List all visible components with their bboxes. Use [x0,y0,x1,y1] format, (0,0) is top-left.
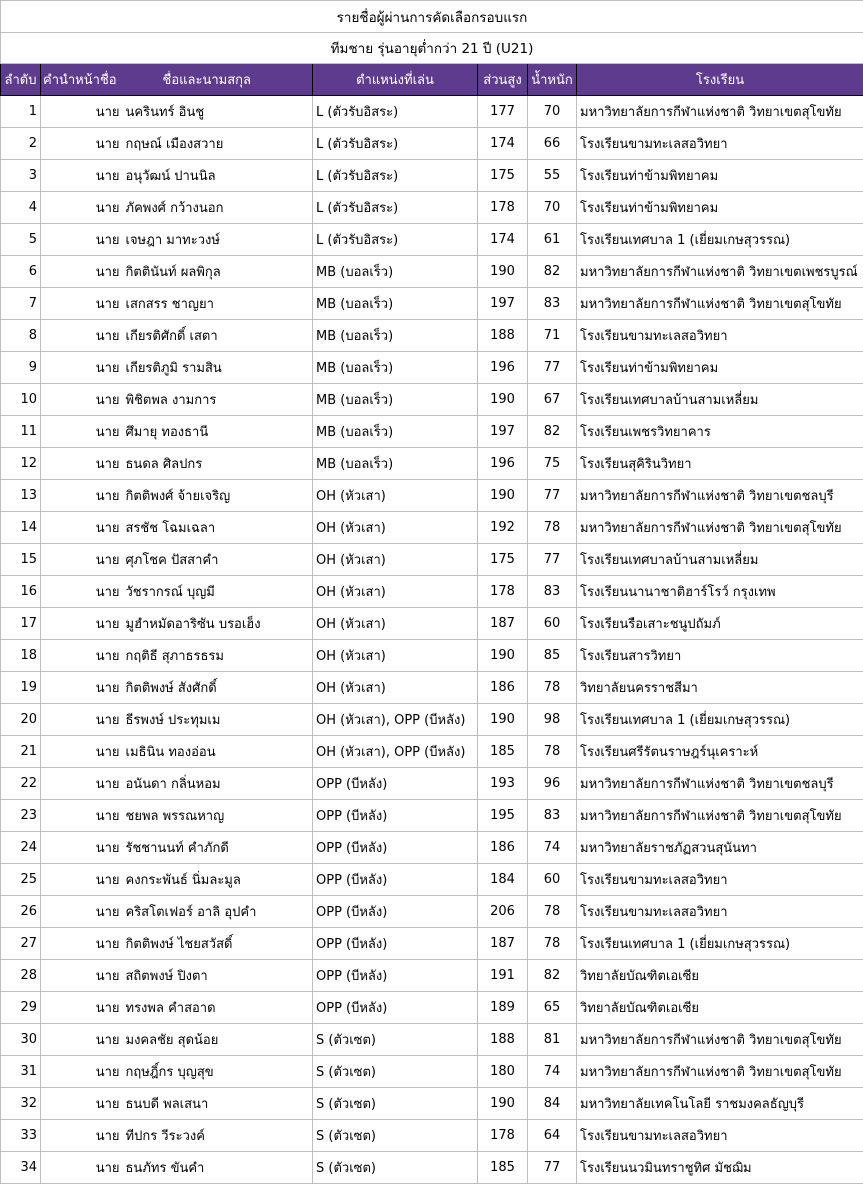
cell-school: โรงเรียนเทศบาล 1 (เยี่ยมเกษสุวรรณ) [577,224,863,256]
cell-name: ชยพล พรรณหาญ [123,800,313,832]
cell-prefix: นาย [41,896,123,928]
cell-weight: 66 [528,128,577,160]
cell-weight: 61 [528,224,577,256]
header-school: โรงเรียน [577,64,863,96]
cell-prefix: นาย [41,1056,123,1088]
table-row [1,288,863,320]
cell-height: 189 [478,992,528,1024]
cell-name: กิตตินันท์ ผลพิกุล [123,256,313,288]
cell-height: 177 [478,96,528,128]
cell-position: OH (หัวเสา) [313,480,478,512]
cell-position: MB (บอลเร็ว) [313,320,478,352]
cell-position: OH (หัวเสา) [313,544,478,576]
cell-school: โรงเรียนท่าข้ามพิทยาคม [577,352,863,384]
table-row [1,448,863,480]
cell-weight: 78 [528,512,577,544]
cell-prefix: นาย [41,832,123,864]
cell-prefix: นาย [41,352,123,384]
cell-no: 16 [1,576,41,608]
cell-prefix: นาย [41,448,123,480]
cell-position: S (ตัวเซต) [313,1152,478,1184]
cell-height: 196 [478,448,528,480]
cell-position: S (ตัวเซต) [313,1088,478,1120]
cell-school: มหาวิทยาลัยราชภัฏสวนสุนันทา [577,832,863,864]
cell-school: โรงเรียนนานาชาติฮาร์โรว์ กรุงเทพ [577,576,863,608]
cell-no: 26 [1,896,41,928]
cell-name: นครินทร์ อินชู [123,96,313,128]
cell-name: สถิตพงษ์ ปิงตา [123,960,313,992]
cell-name: ทรงพล คำสอาด [123,992,313,1024]
cell-position: OH (หัวเสา) [313,512,478,544]
table-row [1,1056,863,1088]
cell-height: 190 [478,704,528,736]
cell-prefix: นาย [41,608,123,640]
cell-no: 9 [1,352,41,384]
table-row [1,928,863,960]
cell-school: โรงเรียนศรีรัตนราษฎร์นุเคราะห์ [577,736,863,768]
cell-height: 190 [478,1088,528,1120]
cell-height: 190 [478,256,528,288]
cell-prefix: นาย [41,96,123,128]
cell-prefix: นาย [41,160,123,192]
cell-height: 178 [478,1120,528,1152]
table-row [1,736,863,768]
header-name: ชื่อและนามสกุล [123,64,313,96]
cell-weight: 83 [528,800,577,832]
cell-height: 191 [478,960,528,992]
cell-height: 187 [478,928,528,960]
cell-height: 190 [478,640,528,672]
cell-position: L (ตัวรับอิสระ) [313,224,478,256]
cell-weight: 74 [528,1056,577,1088]
cell-name: ธนดล ศิลปกร [123,448,313,480]
cell-no: 25 [1,864,41,896]
cell-school: วิทยาลัยนครราชสีมา [577,672,863,704]
cell-name: กิตติพงศ์ จ้ายเจริญ [123,480,313,512]
cell-weight: 98 [528,704,577,736]
header-row [1,64,863,96]
cell-position: OPP (บีหลัง) [313,896,478,928]
cell-prefix: นาย [41,320,123,352]
cell-school: โรงเรียนเทศบาลบ้านสามเหลี่ยม [577,384,863,416]
cell-height: 206 [478,896,528,928]
table-row [1,1088,863,1120]
cell-height: 196 [478,352,528,384]
table-row [1,640,863,672]
table-row [1,192,863,224]
cell-height: 197 [478,416,528,448]
table-row [1,768,863,800]
cell-height: 186 [478,832,528,864]
cell-height: 190 [478,384,528,416]
table-row [1,704,863,736]
cell-position: S (ตัวเซต) [313,1024,478,1056]
cell-height: 175 [478,544,528,576]
cell-school: โรงเรียนเทศบาล 1 (เยี่ยมเกษสุวรรณ) [577,704,863,736]
cell-name: เจษฎา มาทะวงษ์ [123,224,313,256]
cell-school: โรงเรียนสารวิทยา [577,640,863,672]
cell-weight: 74 [528,832,577,864]
cell-no: 32 [1,1088,41,1120]
cell-no: 5 [1,224,41,256]
cell-position: OPP (บีหลัง) [313,992,478,1024]
cell-position: OH (หัวเสา) [313,672,478,704]
cell-weight: 78 [528,672,577,704]
cell-name: วัชรากรณ์ บุญมี [123,576,313,608]
cell-weight: 83 [528,288,577,320]
cell-no: 10 [1,384,41,416]
cell-weight: 71 [528,320,577,352]
cell-prefix: นาย [41,1024,123,1056]
table-row [1,1120,863,1152]
cell-weight: 82 [528,416,577,448]
cell-prefix: นาย [41,416,123,448]
cell-no: 20 [1,704,41,736]
cell-name: เมธินิน ทองอ่อน [123,736,313,768]
cell-position: OPP (บีหลัง) [313,864,478,896]
cell-name: ทีปกร วีระวงค์ [123,1120,313,1152]
cell-prefix: นาย [41,224,123,256]
cell-school: โรงเรียนเทศบาลบ้านสามเหลี่ยม [577,544,863,576]
cell-school: วิทยาลัยบัณฑิตเอเซีย [577,960,863,992]
cell-school: โรงเรียนรือเสาะชนูปถัมภ์ [577,608,863,640]
cell-no: 27 [1,928,41,960]
cell-prefix: นาย [41,256,123,288]
cell-name: อนันดา กลิ่นหอม [123,768,313,800]
cell-position: OH (หัวเสา) [313,640,478,672]
cell-weight: 77 [528,480,577,512]
cell-position: OPP (บีหลัง) [313,960,478,992]
table-row [1,96,863,128]
cell-name: ศุภโชค ปัสสาคำ [123,544,313,576]
cell-weight: 84 [528,1088,577,1120]
cell-prefix: นาย [41,576,123,608]
cell-no: 29 [1,992,41,1024]
cell-position: MB (บอลเร็ว) [313,416,478,448]
cell-position: OPP (บีหลัง) [313,832,478,864]
cell-prefix: นาย [41,640,123,672]
cell-position: S (ตัวเซต) [313,1056,478,1088]
cell-position: OH (หัวเสา) [313,608,478,640]
cell-no: 18 [1,640,41,672]
cell-position: OH (หัวเสา), OPP (บีหลัง) [313,736,478,768]
cell-no: 2 [1,128,41,160]
cell-name: คงกระพันธ์ นิ่มละมูล [123,864,313,896]
cell-position: MB (บอลเร็ว) [313,352,478,384]
cell-name: พิชิตพล งามการ [123,384,313,416]
cell-school: มหาวิทยาลัยการกีฬาแห่งชาติ วิทยาเขตสุโขทัย [577,800,863,832]
cell-school: มหาวิทยาลัยการกีฬาแห่งชาติ วิทยาเขตสุโขทัย [577,512,863,544]
cell-weight: 78 [528,928,577,960]
cell-name: กฤติธี สุภาธรธรม [123,640,313,672]
cell-height: 188 [478,1024,528,1056]
cell-height: 188 [478,320,528,352]
cell-position: L (ตัวรับอิสระ) [313,160,478,192]
cell-weight: 70 [528,192,577,224]
cell-no: 24 [1,832,41,864]
table-row [1,608,863,640]
cell-school: โรงเรียนนวมินทราชูทิศ มัชฌิม [577,1152,863,1184]
sheet-subtitle: ทีมชาย รุ่นอายุต่ำกว่า 21 ปี (U21) [1,33,863,64]
cell-school: โรงเรียนเพชรวิทยาคาร [577,416,863,448]
cell-name: กฤษฎิ์กร บุญสุข [123,1056,313,1088]
cell-name: เสกสรร ชาญยา [123,288,313,320]
cell-height: 174 [478,224,528,256]
cell-weight: 78 [528,896,577,928]
cell-name: เกียรติภูมิ รามสิน [123,352,313,384]
cell-school: โรงเรียนขามทะเลสอวิทยา [577,320,863,352]
table-row [1,544,863,576]
cell-prefix: นาย [41,288,123,320]
cell-school: มหาวิทยาลัยการกีฬาแห่งชาติ วิทยาเขตสุโขทัย [577,1056,863,1088]
cell-height: 193 [478,768,528,800]
cell-weight: 75 [528,448,577,480]
cell-no: 28 [1,960,41,992]
cell-height: 185 [478,1152,528,1184]
cell-prefix: นาย [41,736,123,768]
cell-name: ศึมายุ ทองธานี [123,416,313,448]
cell-no: 3 [1,160,41,192]
cell-weight: 82 [528,256,577,288]
cell-height: 187 [478,608,528,640]
cell-name: เกียรติศักดิ์ เสตา [123,320,313,352]
cell-name: ภัคพงศ์ กว้างนอก [123,192,313,224]
cell-school: โรงเรียนขามทะเลสอวิทยา [577,128,863,160]
table-row [1,224,863,256]
cell-height: 175 [478,160,528,192]
header-prefix: คำนำหน้าชื่อ [41,64,123,96]
cell-position: OPP (บีหลัง) [313,800,478,832]
cell-no: 6 [1,256,41,288]
cell-school: โรงเรียนขามทะเลสอวิทยา [577,1120,863,1152]
cell-weight: 60 [528,608,577,640]
cell-position: OPP (บีหลัง) [313,928,478,960]
cell-position: S (ตัวเซต) [313,1120,478,1152]
cell-name: กิตติพงษ์ สังศักดิ์ [123,672,313,704]
cell-school: มหาวิทยาลัยการกีฬาแห่งชาติ วิทยาเขตเพชรบูรณ์ [577,256,863,288]
cell-no: 1 [1,96,41,128]
cell-no: 7 [1,288,41,320]
cell-no: 33 [1,1120,41,1152]
cell-school: โรงเรียนขามทะเลสอวิทยา [577,896,863,928]
cell-school: มหาวิทยาลัยการกีฬาแห่งชาติ วิทยาเขตสุโขทัย [577,1024,863,1056]
cell-no: 34 [1,1152,41,1184]
cell-school: โรงเรียนท่าข้ามพิทยาคม [577,160,863,192]
header-weight: น้ำหนัก [528,64,577,96]
cell-no: 8 [1,320,41,352]
cell-prefix: นาย [41,800,123,832]
cell-height: 186 [478,672,528,704]
table-row [1,416,863,448]
cell-prefix: นาย [41,480,123,512]
cell-no: 12 [1,448,41,480]
cell-no: 4 [1,192,41,224]
sheet-title: รายชื่อผู้ผ่านการคัดเลือกรอบแรก [1,1,863,33]
cell-no: 19 [1,672,41,704]
table-row [1,256,863,288]
cell-school: มหาวิทยาลัยการกีฬาแห่งชาติ วิทยาเขตชลบุรี [577,480,863,512]
cell-school: โรงเรียนท่าข้ามพิทยาคม [577,192,863,224]
cell-height: 195 [478,800,528,832]
table-row [1,512,863,544]
cell-weight: 78 [528,736,577,768]
cell-name: ธนภัทร ขันคำ [123,1152,313,1184]
cell-name: ธีรพงษ์ ประทุมเม [123,704,313,736]
cell-prefix: นาย [41,512,123,544]
table-row [1,672,863,704]
cell-prefix: นาย [41,928,123,960]
cell-position: L (ตัวรับอิสระ) [313,128,478,160]
cell-weight: 60 [528,864,577,896]
cell-height: 178 [478,192,528,224]
cell-weight: 82 [528,960,577,992]
cell-name: กฤษณ์ เมืองสวาย [123,128,313,160]
cell-position: OH (หัวเสา), OPP (บีหลัง) [313,704,478,736]
cell-no: 13 [1,480,41,512]
cell-height: 192 [478,512,528,544]
table-row [1,352,863,384]
table-row [1,128,863,160]
cell-name: คริสโตเฟอร์ อาลิ อุปคำ [123,896,313,928]
table-row [1,992,863,1024]
cell-prefix: นาย [41,384,123,416]
cell-school: โรงเรียนเทศบาล 1 (เยี่ยมเกษสุวรรณ) [577,928,863,960]
header-position: ตำแหน่งที่เล่น [313,64,478,96]
cell-prefix: นาย [41,192,123,224]
table-row [1,896,863,928]
header-no: ลำดับ [1,64,41,96]
cell-weight: 96 [528,768,577,800]
cell-weight: 55 [528,160,577,192]
cell-position: L (ตัวรับอิสระ) [313,96,478,128]
table-row [1,576,863,608]
cell-height: 174 [478,128,528,160]
table-row [1,320,863,352]
cell-school: มหาวิทยาลัยการกีฬาแห่งชาติ วิทยาเขตชลบุรี [577,768,863,800]
cell-position: OH (หัวเสา) [313,576,478,608]
table-row [1,832,863,864]
cell-weight: 65 [528,992,577,1024]
cell-prefix: นาย [41,1152,123,1184]
cell-no: 30 [1,1024,41,1056]
cell-weight: 77 [528,544,577,576]
cell-position: L (ตัวรับอิสระ) [313,192,478,224]
cell-name: ธนบดี พลเสนา [123,1088,313,1120]
cell-prefix: นาย [41,672,123,704]
cell-prefix: นาย [41,768,123,800]
table-row [1,1152,863,1184]
cell-weight: 85 [528,640,577,672]
cell-prefix: นาย [41,128,123,160]
cell-weight: 77 [528,352,577,384]
cell-no: 23 [1,800,41,832]
cell-position: MB (บอลเร็ว) [313,288,478,320]
cell-height: 190 [478,480,528,512]
cell-prefix: นาย [41,960,123,992]
cell-name: อนุวัฒน์ ปานนิล [123,160,313,192]
table-row [1,160,863,192]
cell-position: MB (บอลเร็ว) [313,448,478,480]
cell-prefix: นาย [41,1120,123,1152]
cell-weight: 83 [528,576,577,608]
cell-school: วิทยาลัยบัณฑิตเอเซีย [577,992,863,1024]
cell-height: 197 [478,288,528,320]
cell-weight: 67 [528,384,577,416]
cell-prefix: นาย [41,992,123,1024]
cell-prefix: นาย [41,864,123,896]
cell-no: 31 [1,1056,41,1088]
cell-no: 17 [1,608,41,640]
cell-prefix: นาย [41,704,123,736]
cell-position: OPP (บีหลัง) [313,768,478,800]
table-row [1,480,863,512]
cell-school: มหาวิทยาลัยเทคโนโลยี ราชมงคลธัญบุรี [577,1088,863,1120]
cell-no: 21 [1,736,41,768]
header-height: ส่วนสูง [478,64,528,96]
table-row [1,384,863,416]
cell-position: MB (บอลเร็ว) [313,256,478,288]
table-row [1,800,863,832]
cell-name: มูฮำหมัดอาริซัน บรอเฮ็ง [123,608,313,640]
cell-position: MB (บอลเร็ว) [313,384,478,416]
cell-school: มหาวิทยาลัยการกีฬาแห่งชาติ วิทยาเขตสุโขทัย [577,96,863,128]
cell-school: มหาวิทยาลัยการกีฬาแห่งชาติ วิทยาเขตสุโขทัย [577,288,863,320]
cell-weight: 64 [528,1120,577,1152]
cell-name: กิตติพงษ์ ไชยสวัสดิ์ [123,928,313,960]
cell-weight: 77 [528,1152,577,1184]
cell-height: 180 [478,1056,528,1088]
table-row [1,864,863,896]
cell-no: 15 [1,544,41,576]
cell-prefix: นาย [41,1088,123,1120]
table-row [1,1024,863,1056]
cell-height: 178 [478,576,528,608]
cell-weight: 81 [528,1024,577,1056]
cell-weight: 70 [528,96,577,128]
cell-prefix: นาย [41,544,123,576]
cell-no: 22 [1,768,41,800]
cell-name: รัชชานนท์ คำภักดี [123,832,313,864]
cell-no: 11 [1,416,41,448]
cell-height: 185 [478,736,528,768]
cell-no: 14 [1,512,41,544]
table-row [1,960,863,992]
cell-school: โรงเรียนสุคิรินวิทยา [577,448,863,480]
cell-name: มงคลชัย สุดน้อย [123,1024,313,1056]
cell-school: โรงเรียนขามทะเลสอวิทยา [577,864,863,896]
cell-height: 184 [478,864,528,896]
cell-name: สรชัช โฉมเฉลา [123,512,313,544]
